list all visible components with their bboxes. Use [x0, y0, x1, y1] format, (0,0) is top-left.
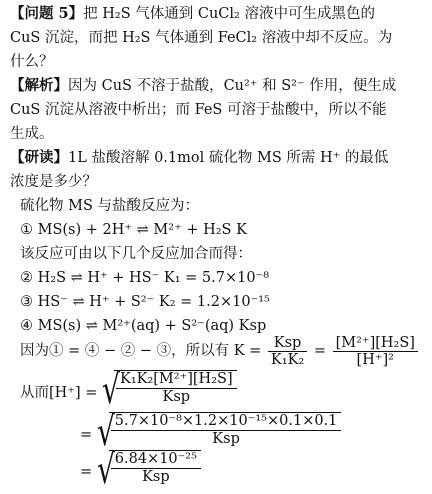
equation-1: ① MS(s) + 2H⁺ ⇌ M²⁺ + H₂S K [20, 222, 247, 238]
sqrt-expression-1 [101, 367, 237, 416]
concentration-denominator: [H⁺]² [356, 351, 394, 368]
radical-sign-icon: √ [96, 409, 115, 455]
concentration-fraction [333, 335, 418, 368]
sqrt-content-1 [114, 370, 237, 406]
sqrt3-numerator: 6.84×10⁻²⁵ [111, 451, 201, 469]
equation-4: ④ MS(s) ⇌ M²⁺(aq) + S²⁻(aq) Ksp [20, 318, 267, 334]
analysis-line-1 [10, 76, 396, 96]
study-tag: 【研读】 [10, 149, 68, 166]
hplus-line-1 [20, 367, 237, 416]
analysis-line-2: CuS 沉淀从溶液中析出；而 FeS 可溶于盐酸中，所以不能 [10, 102, 387, 118]
k-fraction-denominator: K₁K₂ [270, 351, 305, 368]
k-fraction [268, 335, 307, 368]
study-text-1: 1L 盐酸溶解 0.1mol 硫化物 MS 所需 H⁺ 的最低 [68, 150, 389, 166]
analysis-tag: 【解析】 [10, 77, 68, 94]
hplus-line-3 [80, 447, 201, 494]
equals-sign-3: = [80, 464, 93, 480]
study-line-2: 浓度是多少？ [10, 174, 97, 190]
k-fraction-numerator: Ksp [268, 335, 307, 352]
sqrt-content-2 [109, 412, 342, 448]
sqrt2-denominator: Ksp [212, 431, 240, 447]
equation-3: ③ HS⁻ ⇌ H⁺ + S²⁻ K₂ = 1.2×10⁻¹⁵ [20, 294, 270, 310]
analysis-text-1: 因为 CuS 不溶于盐酸，Cu²⁺ 和 S²⁻ 作用，便生成 [68, 78, 397, 94]
equals-sign: = [313, 343, 326, 359]
problem-line-2: CuS 沉淀，而把 H₂S 气体通到 FeCl₂ 溶液中却不反应。为 [10, 30, 393, 46]
sqrt1-numerator: K₁K₂[M²⁺][H₂S] [116, 371, 237, 389]
study-line-1 [10, 148, 388, 168]
concentration-numerator: [M²⁺][H₂S] [333, 335, 418, 352]
sqrt-content-3 [109, 450, 201, 486]
intro-sum: 该反应可由以下几个反应加合而得： [20, 246, 252, 262]
sqrt3-denominator: Ksp [142, 469, 170, 485]
radical-sign-icon: √ [96, 447, 115, 493]
problem-text-1: 把 H₂S 气体通到 CuCl₂ 溶液中可生成黑色的 [83, 6, 375, 22]
because-prefix: 因为① = ④ − ② − ③，所以有 K = [20, 343, 262, 359]
sqrt-expression-3 [96, 447, 201, 494]
k-expression-line [20, 334, 420, 368]
sqrt1-denominator: Ksp [162, 389, 191, 405]
problem-line-1 [10, 4, 375, 24]
intro-reaction: 硫化物 MS 与盐酸反应为： [20, 198, 199, 214]
problem-tag: 【问题 5】 [10, 5, 84, 22]
sqrt2-numerator: 5.7×10⁻⁸×1.2×10⁻¹⁵×0.1×0.1 [111, 413, 342, 431]
thus-prefix: 从而[H⁺] = [20, 385, 98, 401]
equation-2: ② H₂S ⇌ H⁺ + HS⁻ K₁ = 5.7×10⁻⁸ [20, 270, 270, 286]
problem-line-3: 什么？ [10, 54, 54, 70]
radical-sign-icon: √ [101, 367, 120, 413]
analysis-line-3: 生成。 [10, 126, 54, 142]
equals-sign-2: = [80, 427, 93, 443]
